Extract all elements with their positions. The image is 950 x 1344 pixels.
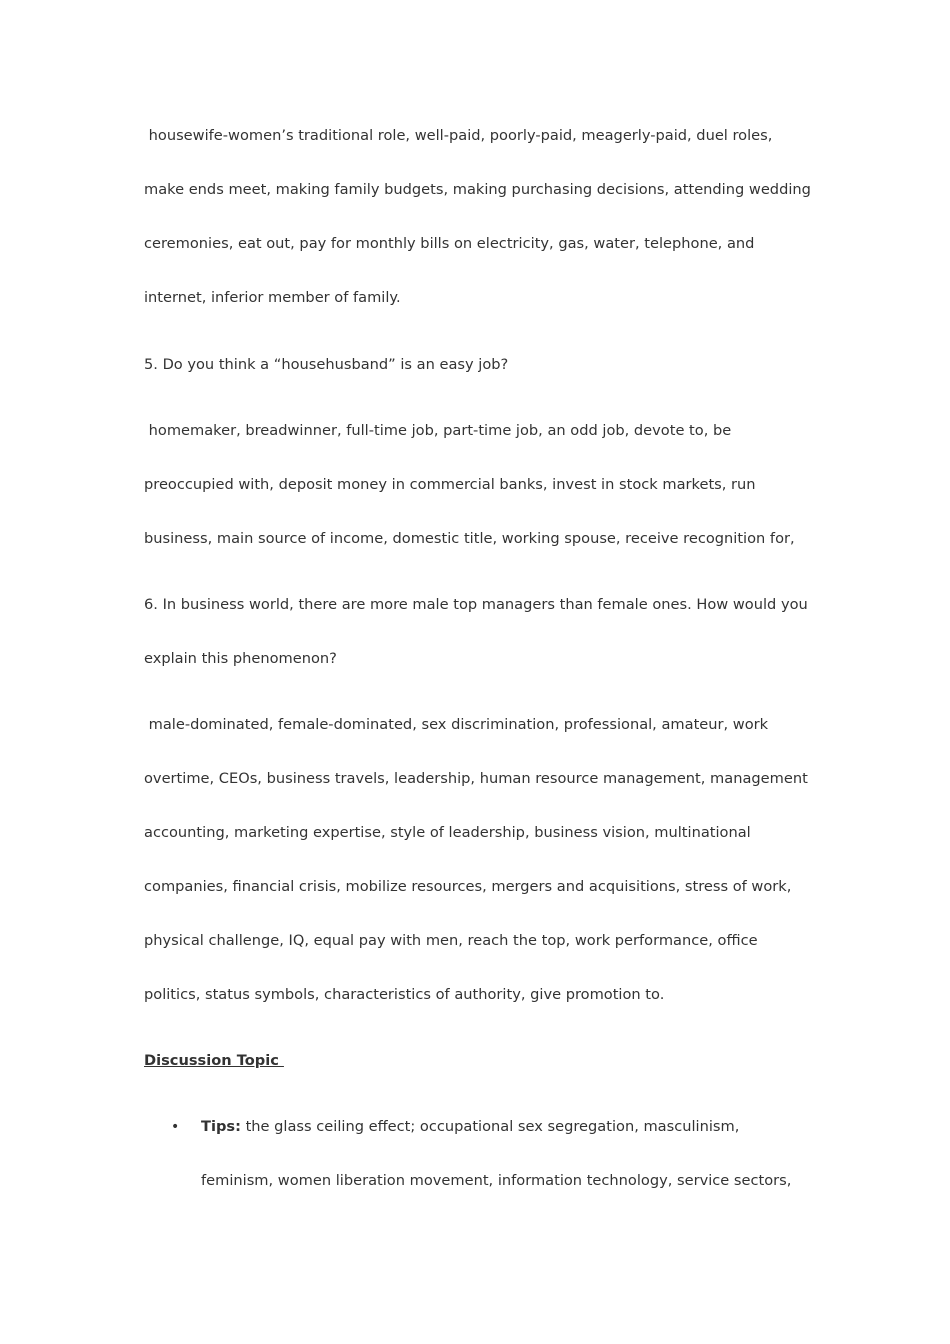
discussion-topic-heading: Discussion Topic <box>144 1052 284 1069</box>
tips-line-2: feminism, women liberation movement, information technology, service sectors, <box>201 1172 792 1189</box>
q6-vocab-line-3: accounting, marketing expertise, style of leadership, business vision, multinational <box>144 824 751 841</box>
q4-vocab-line-3: ceremonies, eat out, pay for monthly bills on electricity, gas, water, telephone, and <box>144 235 755 252</box>
question-6-line-2: explain this phenomenon? <box>144 650 337 667</box>
q6-vocab-line-4: companies, financial crisis, mobilize resources, mergers and acquisitions, stress of work, <box>144 878 792 895</box>
tips-label: Tips: <box>201 1118 241 1135</box>
q4-vocab-line-1: housewife-women’s traditional role, well-paid, poorly-paid, meagerly-paid, duel roles, <box>144 127 773 144</box>
bullet-icon: • <box>171 1119 180 1135</box>
q6-vocab-line-2: overtime, CEOs, business travels, leadership, human resource management, management <box>144 770 808 787</box>
q5-vocab-line-2: preoccupied with, deposit money in commercial banks, invest in stock markets, run <box>144 476 756 493</box>
q6-vocab-line-5: physical challenge, IQ, equal pay with men, reach the top, work performance, office <box>144 932 758 949</box>
question-5: 5. Do you think a “househusband” is an easy job? <box>144 356 509 373</box>
q6-vocab-line-6: politics, status symbols, characteristics of authority, give promotion to. <box>144 986 665 1003</box>
tips-text-1: the glass ceiling effect; occupational sex segregation, masculinism, <box>240 1118 740 1135</box>
q4-vocab-line-2: make ends meet, making family budgets, making purchasing decisions, attending wedding <box>144 181 811 198</box>
q4-vocab-line-4: internet, inferior member of family. <box>144 289 401 306</box>
q5-vocab-line-3: business, main source of income, domestic title, working spouse, receive recognition for, <box>144 530 795 547</box>
question-6-line-1: 6. In business world, there are more male top managers than female ones. How would you <box>144 596 808 613</box>
q6-vocab-line-1: male-dominated, female-dominated, sex discrimination, professional, amateur, work <box>144 716 769 733</box>
tips-line-1 <box>201 1117 739 1137</box>
q5-vocab-line-1: homemaker, breadwinner, full-time job, part-time job, an odd job, devote to, be <box>144 422 732 439</box>
